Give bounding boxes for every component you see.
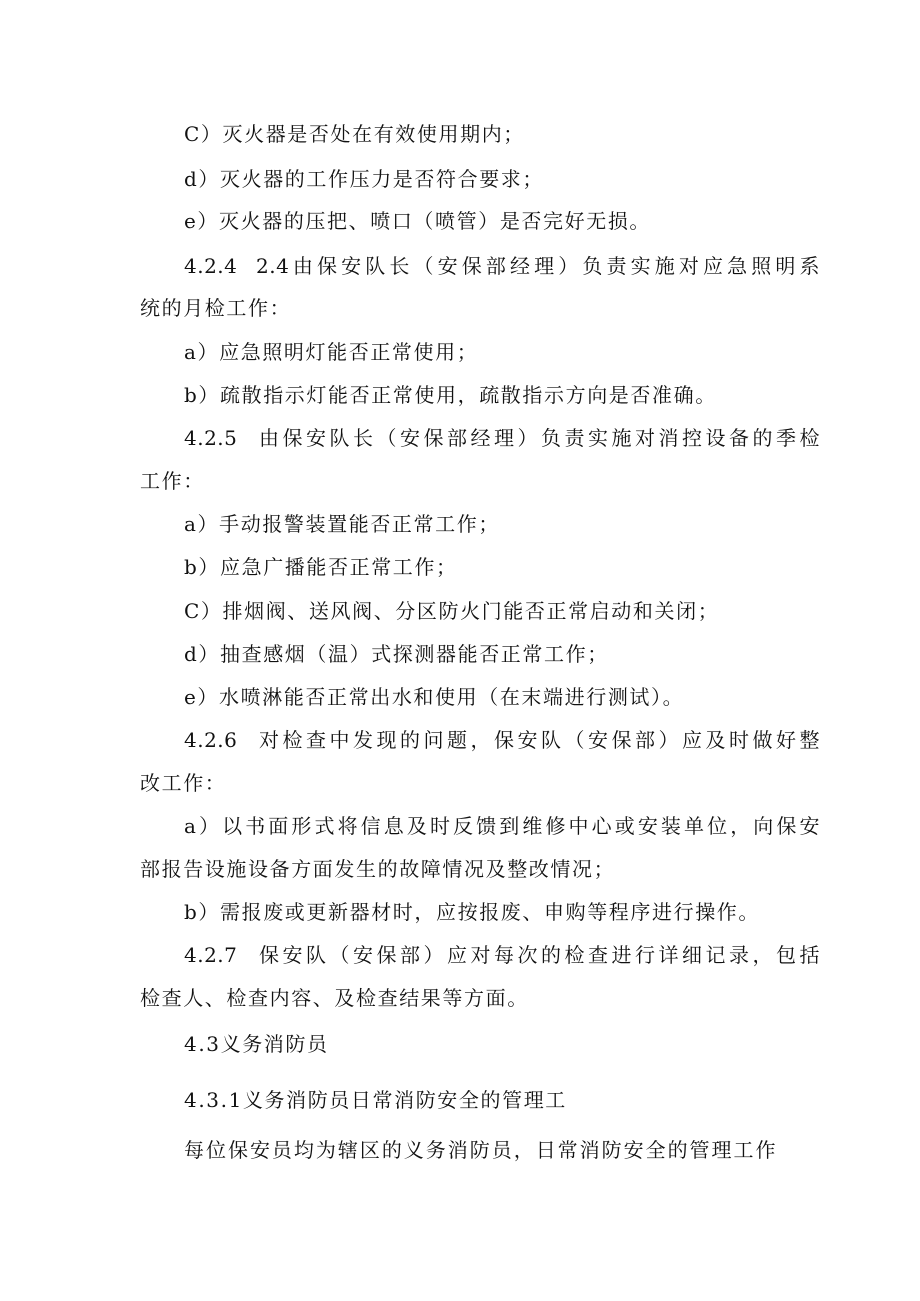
line-text: 由保安队长（安保部经理）负责实施对消控设备的季检 — [256, 426, 820, 450]
line-text: 2.4由保安队长（安保部经理）负责实施对应急照明系 — [256, 254, 820, 278]
section-heading-4-2-5 — [0, 424, 920, 452]
text-line — [0, 553, 920, 581]
text-line — [0, 120, 920, 148]
line-text: 每位保安员均为辖区的义务消防员，日常消防安全的管理工作 — [184, 1138, 776, 1162]
line-text: 工作： — [140, 469, 205, 493]
line-text: 部报告设施设备方面发生的故障情况及整改情况； — [140, 857, 616, 881]
justified-line — [184, 941, 820, 969]
line-text: C）灭火器是否处在有效使用期内； — [184, 122, 525, 146]
line-text: 改工作： — [140, 771, 227, 795]
section-heading-4-2-4 — [0, 252, 920, 280]
text-line — [0, 381, 920, 409]
text-line — [0, 597, 920, 625]
text-line — [0, 467, 920, 495]
line-text: d）灭火器的工作压力是否符合要求； — [184, 167, 545, 191]
line-text: d）抽查感烟（温）式探测器能否正常工作； — [184, 642, 609, 666]
justified-line — [184, 1136, 776, 1164]
justified-line — [184, 812, 820, 840]
justified-line — [184, 252, 820, 280]
justified-line — [184, 726, 820, 754]
section-heading-4-2-6 — [0, 726, 920, 754]
line-text: 对检查中发现的问题，保安队（安保部）应及时做好整 — [256, 728, 820, 752]
text-line — [0, 984, 920, 1012]
line-text: e）水喷淋能否正常出水和使用（在末端进行测试）。 — [184, 685, 685, 709]
text-line — [0, 207, 920, 235]
line-text: 保安队（安保部）应对每次的检查进行详细记录，包括 — [256, 943, 820, 967]
line-text: 4.3.1义务消防员日常消防安全的管理工 — [184, 1088, 567, 1112]
section-heading-4-3-1 — [0, 1086, 920, 1114]
line-text: b）疏散指示灯能否正常使用，疏散指示方向是否准确。 — [184, 383, 717, 407]
section-number: 4.2.7 — [184, 943, 238, 967]
text-line — [0, 812, 920, 840]
section-heading-4-3 — [0, 1030, 920, 1058]
line-text: C）排烟阀、送风阀、分区防火门能否正常启动和关闭； — [184, 599, 720, 623]
section-number: 4.2.6 — [184, 728, 238, 752]
line-text: 统的月检工作： — [140, 296, 292, 320]
text-line — [0, 898, 920, 926]
text-line — [0, 1136, 920, 1164]
text-line — [0, 640, 920, 668]
line-text: b）需报废或更新器材时，应按报废、申购等程序进行操作。 — [184, 900, 761, 924]
section-number: 4.2.5 — [184, 426, 238, 450]
line-text: e）灭火器的压把、喷口（喷管）是否完好无损。 — [184, 209, 652, 233]
line-text: 4.3义务消防员 — [184, 1032, 329, 1056]
line-text: 检查人、检查内容、及检查结果等方面。 — [140, 986, 529, 1010]
line-text: a）以书面形式将信息及时反馈到维修中心或安装单位，向保安 — [184, 814, 820, 838]
text-line — [0, 294, 920, 322]
text-line — [0, 769, 920, 797]
section-number: 4.2.4 — [184, 254, 238, 278]
text-line — [0, 338, 920, 366]
line-text: b）应急广播能否正常工作； — [184, 555, 458, 579]
line-text: a）手动报警装置能否正常工作； — [184, 512, 500, 536]
text-line — [0, 510, 920, 538]
text-line — [0, 855, 920, 883]
justified-line — [184, 424, 820, 452]
section-heading-4-2-7 — [0, 941, 920, 969]
line-text: a）应急照明灯能否正常使用； — [184, 340, 479, 364]
text-line — [0, 683, 920, 711]
text-line — [0, 165, 920, 193]
